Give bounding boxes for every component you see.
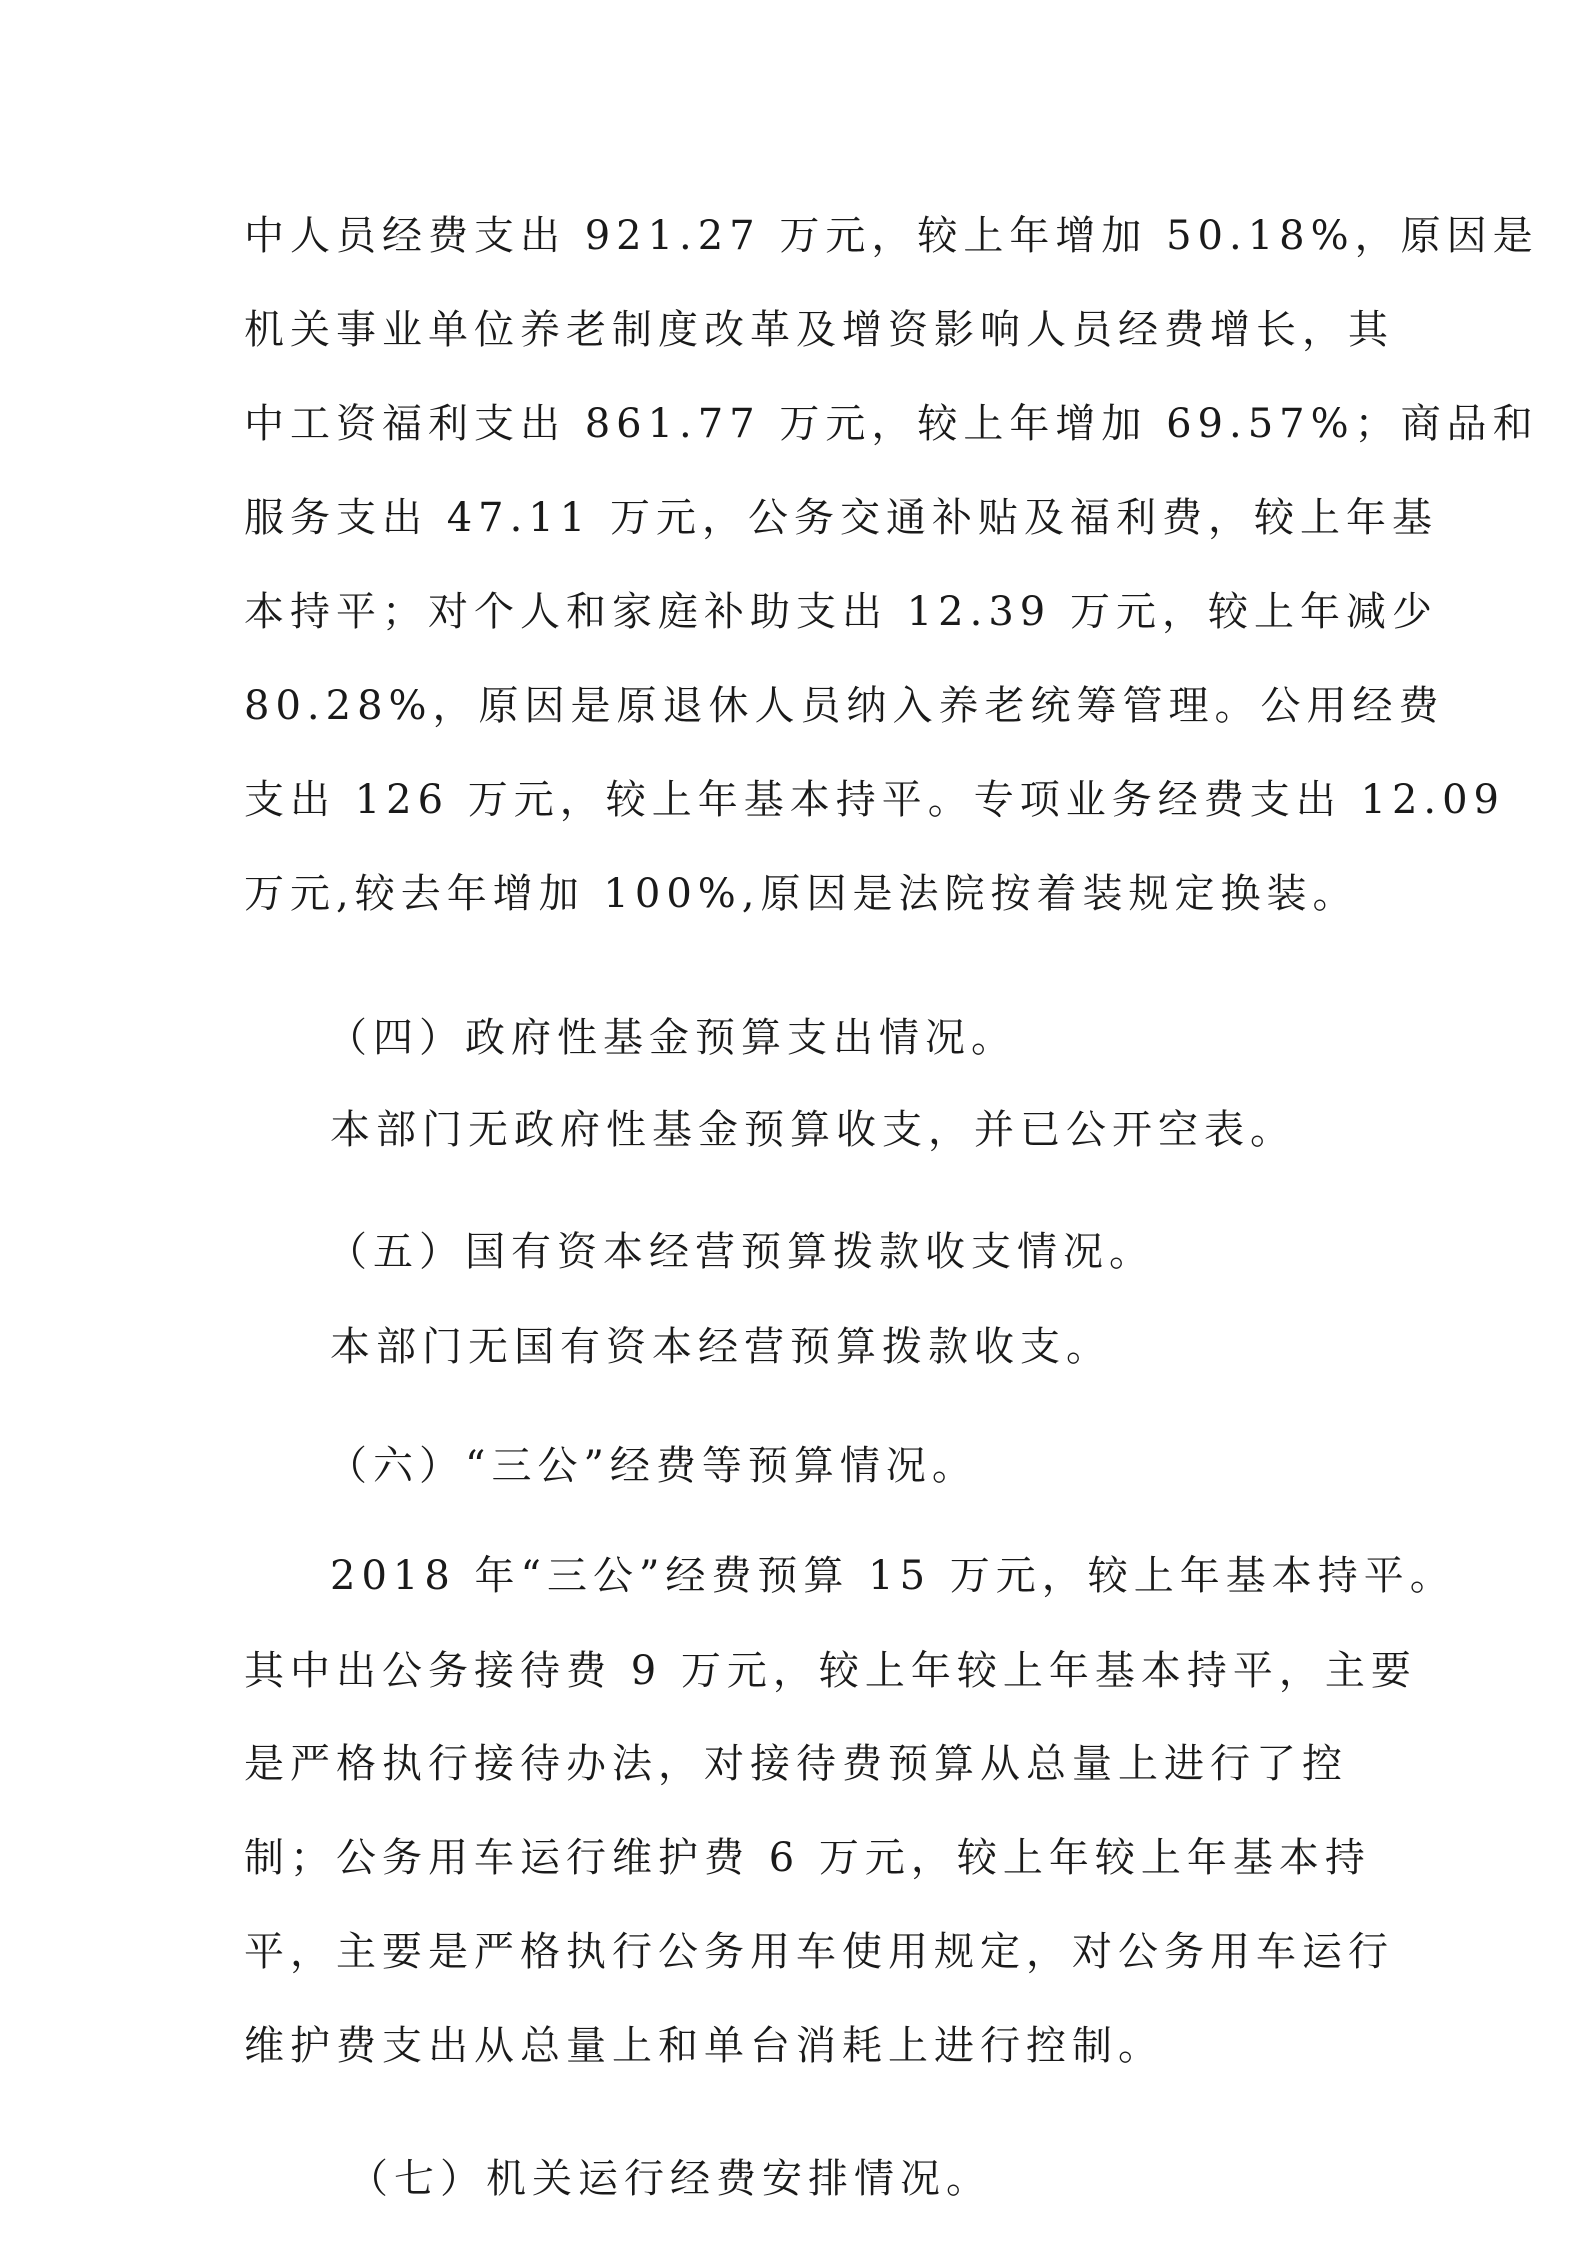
section-heading-7: （七）机关运行经费安排情况。 <box>348 2156 992 2202</box>
paragraph-line: 是严格执行接待办法，对接待费预算从总量上进行了控 <box>244 1741 1348 1787</box>
paragraph-line: 80.28%，原因是原退休人员纳入养老统筹管理。公用经费 <box>244 683 1445 729</box>
paragraph-line: 支出 126 万元，较上年基本持平。专项业务经费支出 12.09 <box>244 777 1506 823</box>
section-heading-4: （四）政府性基金预算支出情况。 <box>327 1015 1017 1061</box>
paragraph-line: 机关事业单位养老制度改革及增资影响人员经费增长，其 <box>244 307 1394 353</box>
section-heading-6: （六）“三公”经费等预算情况。 <box>327 1443 978 1489</box>
paragraph-line: 中工资福利支出 861.77 万元，较上年增加 69.57%；商品和 <box>244 401 1539 447</box>
paragraph-line: 平，主要是严格执行公务用车使用规定，对公务用车运行 <box>244 1929 1394 1975</box>
paragraph-line: 本部门无国有资本经营预算拨款收支。 <box>330 1324 1112 1370</box>
paragraph-line: 中人员经费支出 921.27 万元，较上年增加 50.18%，原因是 <box>244 213 1539 259</box>
paragraph-line: 万元,较去年增加 100%,原因是法院按着装规定换装。 <box>244 871 1359 917</box>
section-heading-5: （五）国有资本经营预算拨款收支情况。 <box>327 1229 1155 1275</box>
paragraph-line: 维护费支出从总量上和单台消耗上进行控制。 <box>244 2023 1164 2069</box>
paragraph-line: 制；公务用车运行维护费 6 万元，较上年较上年基本持 <box>244 1835 1371 1881</box>
paragraph-line: 本持平；对个人和家庭补助支出 12.39 万元，较上年减少 <box>244 589 1438 635</box>
paragraph-line: 服务支出 47.11 万元，公务交通补贴及福利费，较上年基 <box>244 495 1438 541</box>
paragraph-line: 2018 年“三公”经费预算 15 万元，较上年基本持平。 <box>330 1553 1456 1599</box>
paragraph-line: 其中出公务接待费 9 万元，较上年较上年基本持平，主要 <box>244 1648 1417 1694</box>
paragraph-line: 本部门无政府性基金预算收支，并已公开空表。 <box>330 1107 1296 1153</box>
